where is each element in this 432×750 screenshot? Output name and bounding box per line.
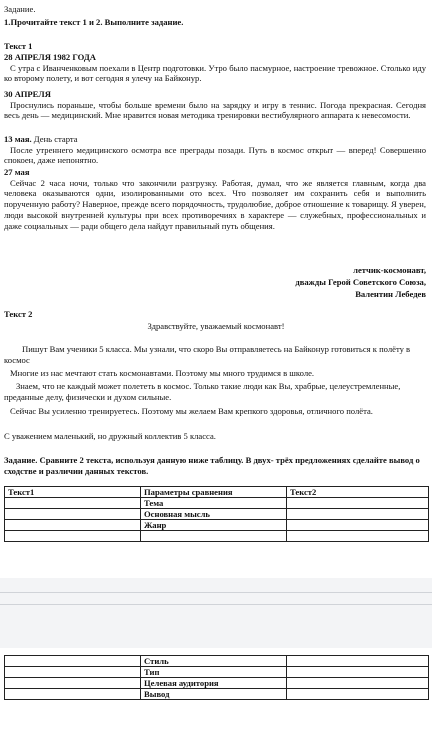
- table-row: [5, 531, 429, 542]
- letter-paragraph-3: Знаем, что не каждый может полететь в космос. Только такие люди как Вы, храбрые, целеустремленные, преданные делу, физически и духом сильные.: [4, 381, 401, 402]
- text2-cell[interactable]: [287, 498, 429, 509]
- entry-body: Сейчас 2 часа ночи, только что закончили разгрузку. Работая, думал, что же является главным, когда два человека оказываются одни, изолированными ото всех. Что позволяет им сохранить себя и выполнить порученную работу? Наверное, прежде всего порядочность, трудолюбие, доброе отношение к товарищу. Я уверен, люди высокой внутренней культуры при всех противоречиях в характере — служебных, профессиональных и даже социальных — ради общего дела найдут правильный путь общения.: [4, 177, 426, 231]
- table-row: [5, 498, 429, 509]
- divider: [0, 592, 432, 593]
- text2-cell[interactable]: [287, 667, 429, 678]
- text2-cell[interactable]: [287, 656, 429, 667]
- header-parameters: Параметры сравнения: [141, 487, 287, 498]
- letter-paragraph-4: Сейчас Вы усиленно тренируетесь. Поэтому мы желаем Вам крепкого здоровья, отличного полёта.: [10, 406, 373, 416]
- comparison-table-bottom: [4, 655, 429, 700]
- text-1-title: Текст 1: [4, 41, 33, 51]
- parameter-cell: Стиль: [141, 656, 287, 667]
- text1-cell[interactable]: [5, 689, 141, 700]
- text2-cell[interactable]: [287, 520, 429, 531]
- text1-cell[interactable]: [5, 531, 141, 542]
- task-1-instruction: 1.Прочитайте текст 1 и 2. Выполните задание.: [4, 17, 184, 27]
- text2-cell[interactable]: [287, 689, 429, 700]
- divider: [0, 604, 432, 605]
- text2-cell[interactable]: [287, 678, 429, 689]
- entry-date: 27 мая: [4, 167, 30, 177]
- author-title-line: летчик-космонавт,: [353, 265, 426, 275]
- text1-cell[interactable]: [5, 656, 141, 667]
- table-row: [5, 689, 429, 700]
- entry-body: Проснулись пораньше, чтобы больше времени было на зарядку и игру в теннис. Погода прекрасная. Сегодня весь день — медицинский. Мне нравится новая методика тренировки вестибулярного аппарата к невесомости.: [4, 99, 426, 120]
- table-header-row: [5, 487, 429, 498]
- text1-cell[interactable]: [5, 498, 141, 509]
- parameter-cell: [141, 531, 287, 542]
- letter-greeting: Здравствуйте, уважаемый космонавт!: [147, 321, 285, 331]
- text2-cell[interactable]: [287, 509, 429, 520]
- table-row: [5, 509, 429, 520]
- comparison-table-top: [4, 486, 429, 542]
- text1-cell[interactable]: [5, 520, 141, 531]
- parameter-cell: Основная мысль: [141, 509, 287, 520]
- parameter-cell: Жанр: [141, 520, 287, 531]
- diary-entry-4: [4, 167, 426, 231]
- text1-cell[interactable]: [5, 667, 141, 678]
- text1-cell[interactable]: [5, 509, 141, 520]
- diary-entry-3: [4, 134, 426, 166]
- entry-date: 30 АПРЕЛЯ: [4, 89, 51, 99]
- entry-body: С утра с Иванченковым поехали в Центр подготовки. Утро было пасмурное, настроение тревожное. Столько иду ко второму полету, и вот сегодня я улечу на Байконур.: [4, 62, 426, 83]
- author-name: Валентин Лебедев: [355, 289, 426, 299]
- parameter-cell: Вывод: [141, 689, 287, 700]
- text1-cell[interactable]: [5, 678, 141, 689]
- table-row: [5, 678, 429, 689]
- parameter-cell: Целевая аудитория: [141, 678, 287, 689]
- parameter-cell: Тип: [141, 667, 287, 678]
- assignment-label: Задание.: [4, 4, 36, 14]
- table-row: [5, 667, 429, 678]
- entry-heading: [4, 134, 426, 145]
- letter-paragraph-1: Пишут Вам ученики 5 класса. Мы узнали, что скоро Вы отправляетесь на Байконур готовиться к полёту в космос: [4, 344, 411, 365]
- header-text1: Текст1: [5, 487, 141, 498]
- entry-date: 28 АПРЕЛЯ 1982 ГОДА: [4, 52, 97, 62]
- diary-entry-1: [4, 52, 426, 84]
- text2-cell[interactable]: [287, 531, 429, 542]
- table-row: [5, 520, 429, 531]
- letter-paragraph-2: Многие из нас мечтают стать космонавтами. Поэтому мы много трудимся в школе.: [10, 368, 315, 378]
- entry-body: После утреннего медицинского осмотра все преграды позади. Путь в космос открыт — вперед! Совершенно спокоен, даже непонятно.: [4, 144, 426, 165]
- page-gap: [0, 578, 432, 648]
- entry-date: 13 мая.: [4, 134, 32, 144]
- diary-entry-2: [4, 89, 426, 121]
- header-text2: Текст2: [287, 487, 429, 498]
- task-2-instruction: Задание. Сравните 2 текста, используя данную ниже таблицу. В двух- трёх предложениях сделайте вывод о сходстве и различии данных текстов.: [4, 455, 420, 476]
- table-row: [5, 656, 429, 667]
- letter-signoff: С уважением маленький, но дружный коллектив 5 класса.: [4, 431, 216, 441]
- entry-date-note: День старта: [33, 134, 78, 144]
- author-award-line: дважды Герой Советского Союза,: [295, 277, 426, 287]
- text-2-title: Текст 2: [4, 309, 33, 319]
- parameter-cell: Тема: [141, 498, 287, 509]
